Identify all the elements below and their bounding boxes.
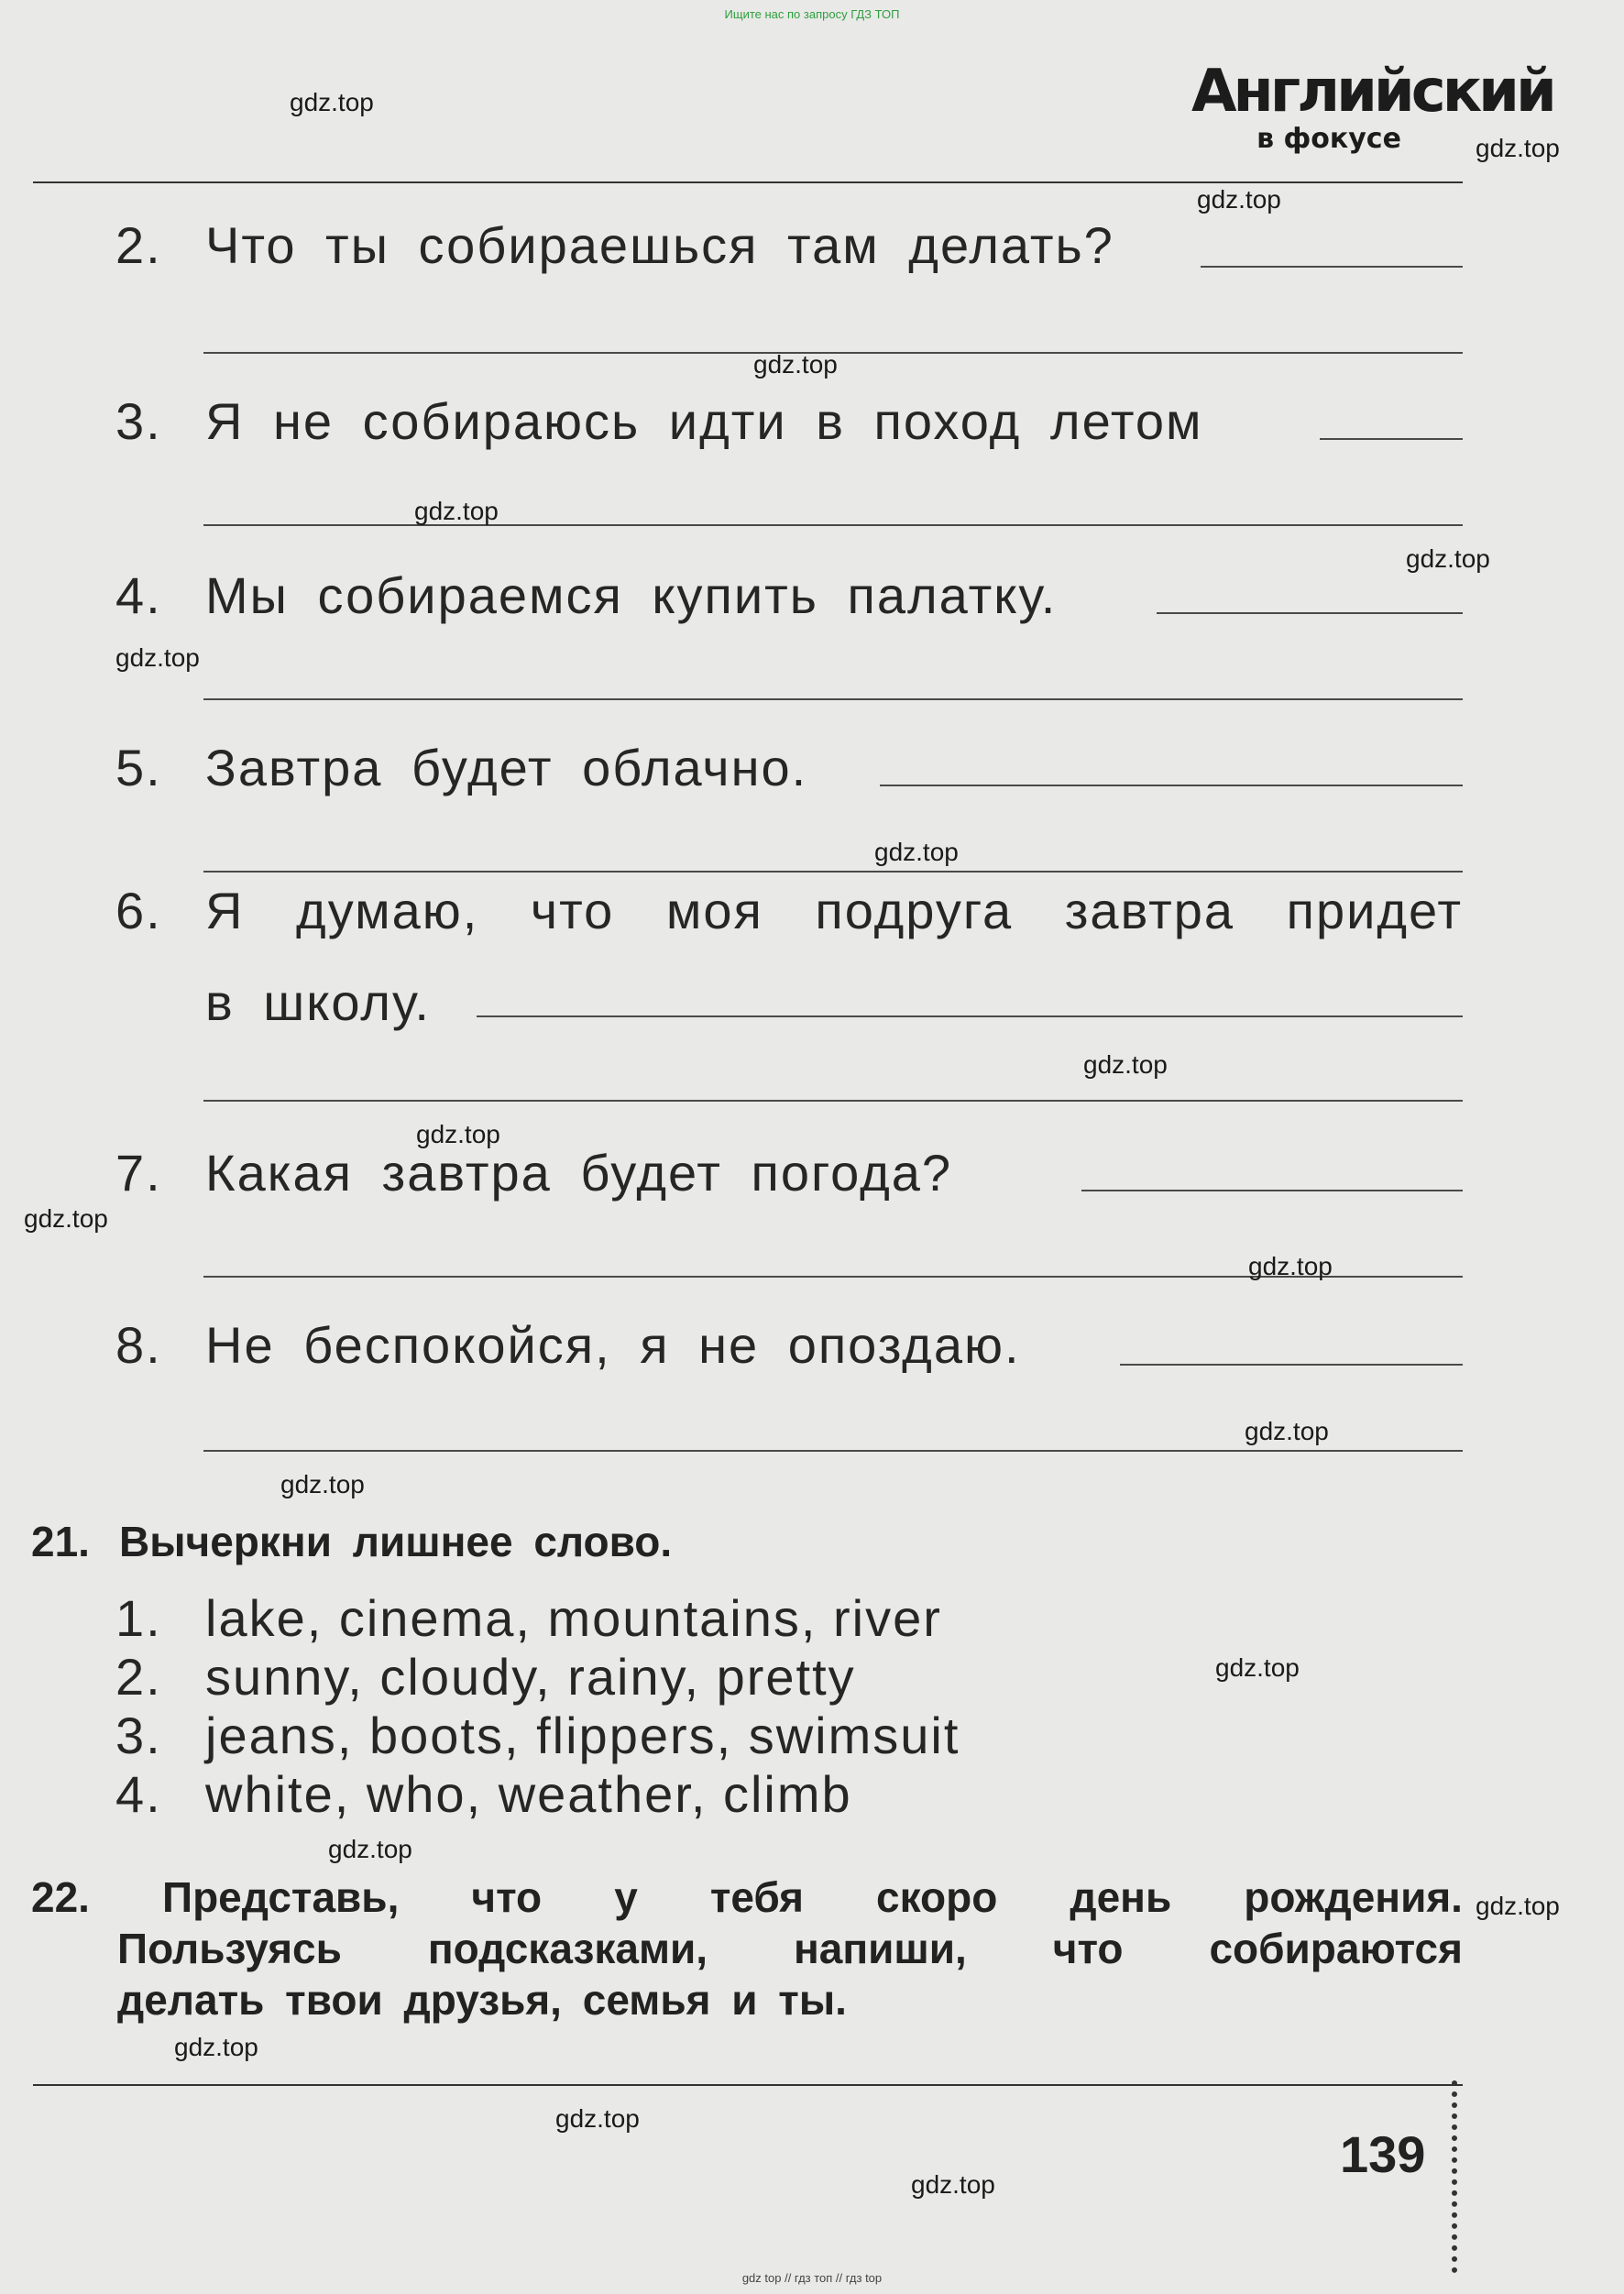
item-number: 4.	[115, 566, 162, 624]
answer-line[interactable]	[203, 698, 1463, 700]
word: что	[471, 1873, 543, 1921]
answer-line[interactable]	[1320, 438, 1463, 440]
header-rule	[33, 181, 1463, 183]
footer-note: gdz top // гдз топ // гдз top	[741, 2271, 883, 2285]
item-number: 3.	[115, 392, 162, 450]
item-number: 2.	[115, 1648, 162, 1706]
header-note: Ищите нас по запросу ГДЗ ТОП	[724, 7, 900, 21]
task-number: 22.	[31, 1873, 90, 1921]
item-text: Что ты собираешься там делать?	[205, 216, 1114, 274]
word: Пользуясь	[117, 1925, 342, 1972]
word: что	[1052, 1925, 1124, 1972]
task-22-line-3-text: делать твои друзья, семья и ты.	[117, 1976, 847, 2024]
page-edge-dots	[1452, 2080, 1463, 2273]
item-number: 6.	[115, 882, 162, 939]
watermark: gdz.top	[280, 1470, 365, 1498]
watermark: gdz.top	[414, 497, 499, 525]
watermark: gdz.top	[555, 2104, 640, 2133]
answer-line[interactable]	[1201, 266, 1463, 268]
item-number: 8.	[115, 1316, 162, 1374]
watermark: gdz.top	[874, 838, 959, 866]
translate-item-5	[115, 739, 807, 797]
word-list: sunny, cloudy, rainy, pretty	[205, 1648, 856, 1706]
translate-item-3	[115, 392, 1203, 451]
watermark: gdz.top	[416, 1120, 500, 1148]
answer-line[interactable]	[1157, 612, 1463, 614]
word: подсказками,	[427, 1925, 708, 1972]
footer-rule	[33, 2084, 1463, 2086]
answer-line[interactable]	[477, 1015, 1463, 1017]
translate-item-7	[115, 1144, 952, 1202]
word: у	[614, 1873, 638, 1921]
watermark: gdz.top	[24, 1204, 108, 1233]
answer-line[interactable]	[1120, 1364, 1463, 1366]
watermark: gdz.top	[753, 350, 838, 379]
answer-line[interactable]	[203, 524, 1463, 526]
item-text: Я думаю, что моя подруга завтра придет	[205, 882, 1463, 939]
translate-item-4	[115, 566, 1057, 625]
word: Представь,	[162, 1873, 400, 1921]
answer-line[interactable]	[1081, 1190, 1463, 1191]
task-21-heading	[31, 1516, 672, 1567]
word: собираются	[1209, 1925, 1463, 1972]
answer-line[interactable]	[880, 785, 1463, 786]
answer-line[interactable]	[203, 1450, 1463, 1452]
watermark: gdz.top	[1215, 1653, 1300, 1682]
word-list-item-3	[115, 1707, 960, 1765]
answer-line[interactable]	[203, 871, 1463, 873]
item-text: Не беспокойся, я не опоздаю.	[205, 1316, 1021, 1374]
watermark: gdz.top	[328, 1835, 412, 1863]
watermark: gdz.top	[1245, 1417, 1329, 1445]
watermark: gdz.top	[1476, 1892, 1560, 1920]
item-number: 1.	[115, 1589, 162, 1647]
word: день	[1070, 1873, 1172, 1921]
answer-line[interactable]	[203, 1100, 1463, 1102]
task-title: Вычеркни лишнее слово.	[119, 1518, 673, 1565]
item-text: Какая завтра будет погода?	[205, 1144, 953, 1202]
watermark: gdz.top	[1248, 1252, 1333, 1280]
item-text: Я не собираюсь идти в поход летом	[205, 392, 1203, 450]
word: напиши,	[793, 1925, 967, 1972]
word: рождения.	[1244, 1873, 1463, 1921]
item-text-continuation: в школу.	[205, 973, 431, 1031]
watermark: gdz.top	[290, 88, 374, 116]
watermark: gdz.top	[1476, 134, 1560, 162]
word-list: jeans, boots, flippers, swimsuit	[205, 1707, 960, 1764]
watermark: gdz.top	[174, 2033, 258, 2061]
task-22-instructions	[31, 1871, 1463, 2025]
logo-title: Английский	[1191, 58, 1553, 126]
watermark: gdz.top	[1406, 544, 1490, 573]
item-number: 4.	[115, 1765, 162, 1823]
task-number: 21.	[31, 1518, 90, 1565]
task-22-line-3	[117, 1974, 1463, 2025]
translate-item-6-continuation	[205, 973, 431, 1032]
logo-subtitle: в фокусе	[1256, 123, 1401, 155]
item-number: 7.	[115, 1144, 162, 1202]
word: скоро	[876, 1873, 998, 1921]
word-list-item-1	[115, 1589, 942, 1648]
page-number: 139	[1340, 2125, 1426, 2183]
word-list: white, who, weather, climb	[205, 1765, 852, 1823]
item-number: 3.	[115, 1707, 162, 1764]
translate-item-2	[115, 216, 1114, 275]
translate-item-8	[115, 1316, 1021, 1375]
word-list-item-4	[115, 1765, 852, 1824]
watermark: gdz.top	[115, 643, 200, 672]
watermark: gdz.top	[911, 2170, 995, 2199]
word: тебя	[709, 1873, 804, 1921]
item-text: Завтра будет облачно.	[205, 739, 808, 796]
word-list: lake, cinema, mountains, river	[205, 1589, 942, 1647]
task-22-line-2	[117, 1923, 1463, 1974]
item-number: 2.	[115, 216, 162, 274]
task-22-line-1	[31, 1871, 1463, 1923]
watermark: gdz.top	[1083, 1050, 1168, 1079]
word-list-item-2	[115, 1648, 856, 1707]
watermark: gdz.top	[1197, 185, 1281, 214]
item-text: Мы собираемся купить палатку.	[205, 566, 1058, 624]
item-number: 5.	[115, 739, 162, 796]
